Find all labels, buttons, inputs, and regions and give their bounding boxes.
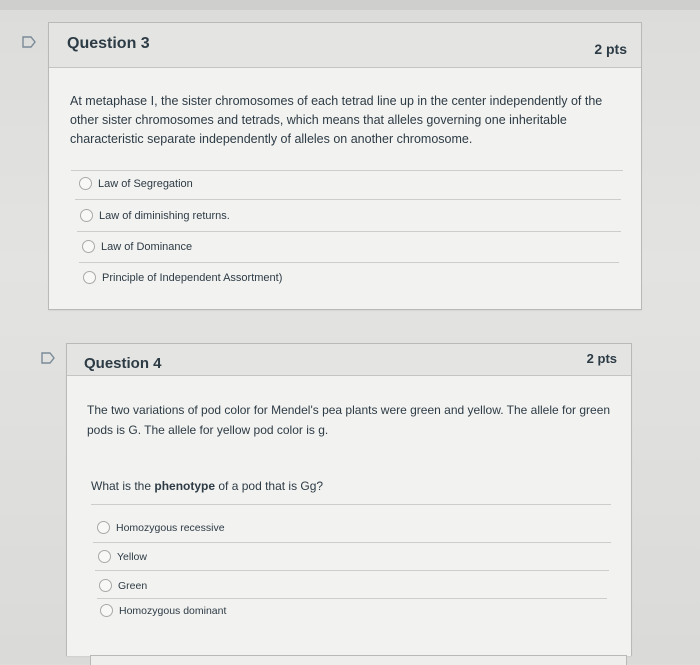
question-header: [67, 344, 631, 376]
answer-option[interactable]: [98, 550, 147, 563]
divider: [79, 262, 619, 263]
question-title: Question 4: [84, 355, 162, 372]
divider: [75, 199, 621, 200]
divider: [71, 170, 623, 171]
divider: [91, 504, 611, 505]
answer-label: Homozygous dominant: [119, 604, 227, 617]
question-prompt: [91, 477, 323, 496]
answer-option[interactable]: [97, 521, 225, 534]
question-header: [49, 23, 641, 68]
divider: [93, 542, 611, 543]
answer-option[interactable]: [100, 604, 226, 617]
answer-label: Green: [118, 579, 148, 592]
question-text: At metaphase I, the sister chromosomes of each tetrad line up in the center independently of the other sister chromosomes and tetrads, which means that alleles governing one inheritable characteristic separate independently of alleles on another chromosome.: [70, 94, 603, 146]
answer-option[interactable]: [79, 177, 193, 190]
answer-option[interactable]: [83, 271, 282, 284]
prompt-bold: phenotype: [154, 479, 216, 493]
radio-icon[interactable]: [98, 550, 111, 563]
answer-option[interactable]: [80, 209, 230, 222]
answer-label: Principle of Independent Assortment): [102, 271, 283, 284]
question-points: 2 pts: [594, 41, 627, 57]
answer-label: Law of Segregation: [98, 177, 193, 190]
question-card-3: [48, 22, 642, 310]
radio-icon[interactable]: [83, 271, 96, 284]
answer-label: Yellow: [117, 550, 147, 563]
question-title: Question 3: [67, 35, 150, 52]
radio-icon[interactable]: [82, 240, 95, 253]
divider: [95, 570, 609, 571]
answer-label: Law of diminishing returns.: [99, 209, 230, 222]
divider: [97, 598, 607, 599]
answer-label: Homozygous recessive: [116, 521, 225, 534]
radio-icon[interactable]: [80, 209, 93, 222]
prompt-prefix: What is the: [91, 479, 155, 493]
question-card-4: [66, 343, 632, 656]
radio-icon[interactable]: [97, 521, 110, 534]
question-text: The two variations of pod color for Mendel's pea plants were green and yellow. The allele for green pods is G. The allele for yellow pod color is g.: [87, 403, 611, 437]
question-flag-icon[interactable]: [41, 352, 55, 364]
top-band: [0, 0, 700, 10]
radio-icon[interactable]: [100, 604, 113, 617]
divider: [77, 231, 621, 232]
answer-label: Law of Dominance: [101, 240, 193, 253]
prompt-suffix: of a pod that is Gg?: [215, 479, 324, 493]
question-flag-icon[interactable]: [22, 36, 36, 48]
radio-icon[interactable]: [79, 177, 92, 190]
radio-icon[interactable]: [99, 579, 112, 592]
answer-option[interactable]: [99, 579, 147, 592]
answer-option[interactable]: [82, 240, 192, 253]
question-points: 2 pts: [586, 351, 617, 366]
